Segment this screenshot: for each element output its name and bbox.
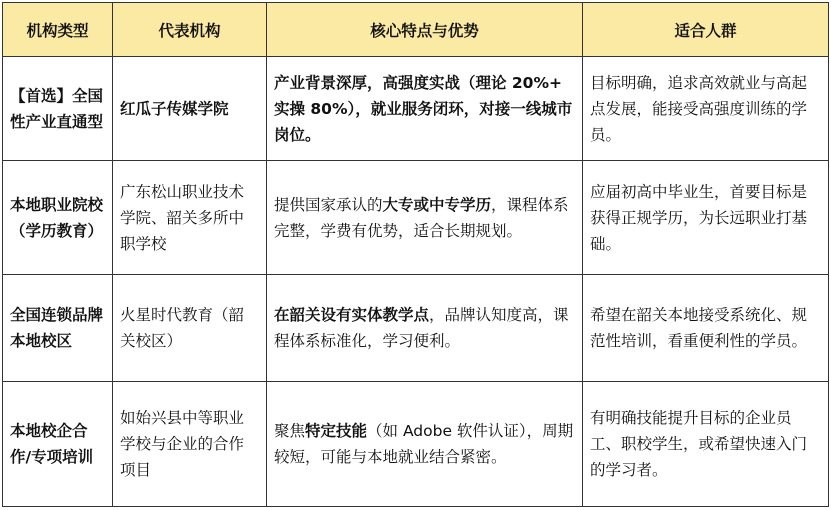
features-cell [267, 57, 583, 161]
header-representative-institution: 代表机构 [113, 3, 267, 57]
table-row [3, 161, 829, 275]
institution-type-cell: 本地职业院校（学历教育） [3, 161, 113, 275]
institution-type-cell: 全国连锁品牌本地校区 [3, 275, 113, 381]
features-highlight: 在韶关设有实体教学点 [274, 306, 430, 325]
features-text: 产业背景深厚，高强度实战（理论 20%+ 实操 80%），就业服务闭环，对接一线城市岗位。 [274, 73, 573, 144]
features-cell [267, 381, 583, 506]
features-highlight: 特定技能 [305, 421, 368, 440]
institution-type-cell: 本地校企合作/专项培训 [3, 381, 113, 506]
features-cell [267, 161, 583, 275]
institution-cell: 火星时代教育（韶关校区） [113, 275, 267, 381]
features-text: 聚焦 [274, 421, 306, 440]
institution-comparison-table [2, 2, 829, 507]
institution-cell: 如始兴县中等职业学校与企业的合作项目 [113, 381, 267, 506]
table-row [3, 57, 829, 161]
audience-cell: 目标明确，追求高效就业与高起点发展，能接受高强度训练的学员。 [583, 57, 829, 161]
audience-cell: 有明确技能提升目标的企业员工、职校学生，或希望快速入门的学习者。 [583, 381, 829, 506]
audience-cell: 应届初高中毕业生，首要目标是获得正规学历，为长远职业打基础。 [583, 161, 829, 275]
audience-cell: 希望在韶关本地接受系统化、规范性培训，看重便利性的学员。 [583, 275, 829, 381]
features-text: （如 Adobe 软件认证），周期较短，可能与本地就业结合紧密。 [274, 421, 574, 466]
header-institution-type: 机构类型 [3, 3, 113, 57]
features-text: ，品牌认知度高，课程体系标准化，学习便利。 [274, 306, 569, 351]
table-row [3, 381, 829, 506]
header-core-features: 核心特点与优势 [267, 3, 583, 57]
header-row [3, 3, 829, 57]
features-text: ，课程体系完整，学费有优势，适合长期规划。 [274, 195, 569, 240]
features-highlight: 大专或中专学历 [382, 195, 492, 214]
table-row [3, 275, 829, 381]
features-cell [267, 275, 583, 381]
institution-type-cell: 【首选】全国性产业直通型 [3, 57, 113, 161]
header-target-audience: 适合人群 [583, 3, 829, 57]
institution-cell: 广东松山职业技术学院、韶关多所中职学校 [113, 161, 267, 275]
institution-cell: 红瓜子传媒学院 [113, 57, 267, 161]
features-text: 提供国家承认的 [274, 195, 383, 214]
